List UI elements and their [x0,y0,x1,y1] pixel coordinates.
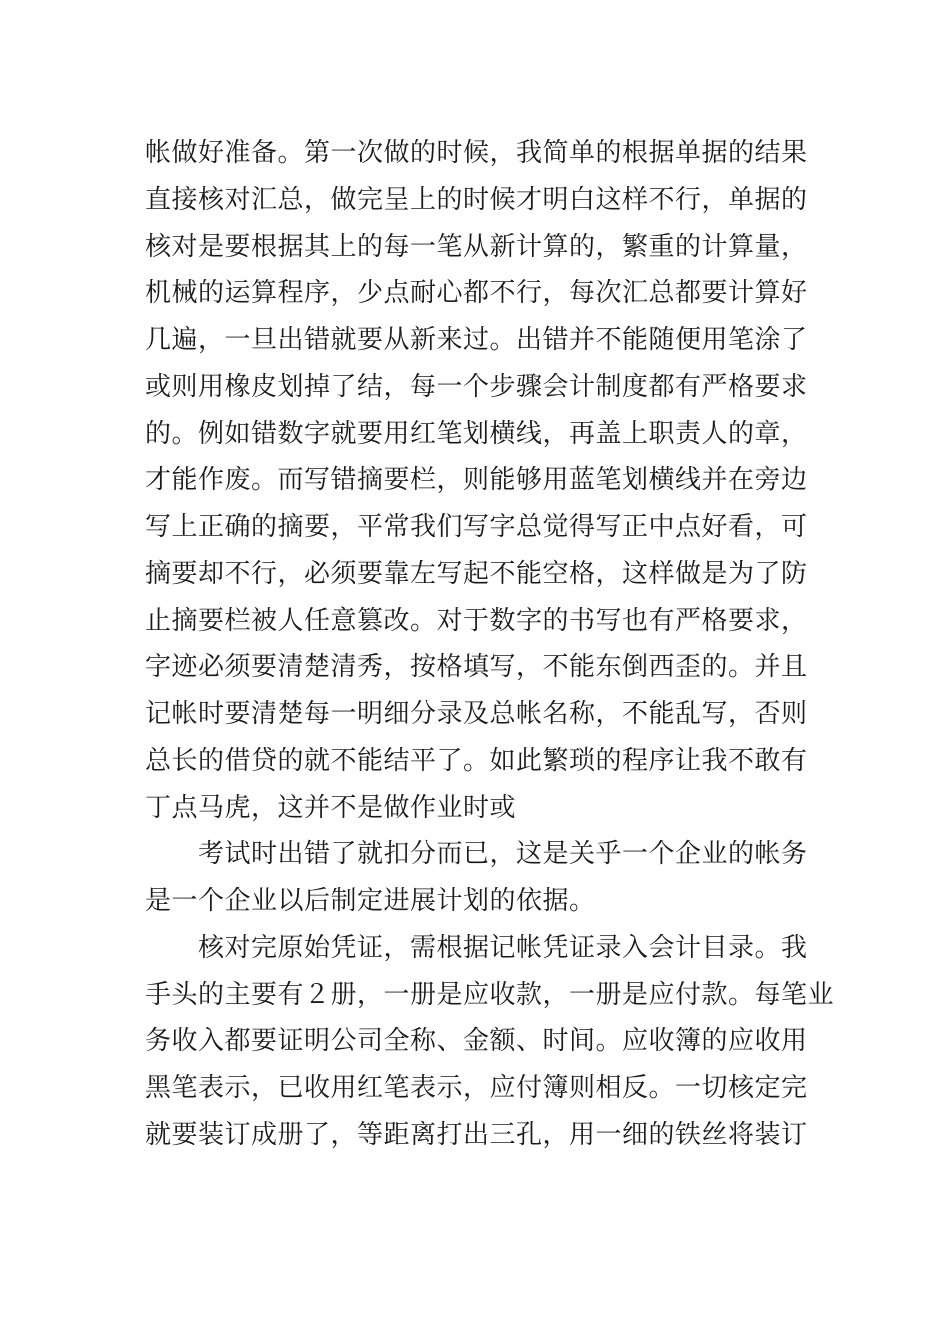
text-line: 字迹必须要清楚清秀，按格填写，不能东倒西歪的。并且 [145,652,808,683]
text-line: 丁点马虎，这并不是做作业时或 [145,792,517,823]
text-line: 几遍，一旦出错就要从新来过。出错并不能随便用笔涂了 [145,325,808,355]
text-line: 就要装订成册了，等距离打出三孔，用一细的铁丝将装订 [145,1119,808,1150]
text-line: 摘要却不行，必须要靠左写起不能空格，这样做是为了防 [145,558,808,589]
text-line: 黑笔表示，已收用红笔表示，应付簿则相反。一切核定完 [145,1073,808,1103]
text-line: 是一个企业以后制定进展计划的依据。 [145,886,596,916]
text-line: 才能作废。而写错摘要栏，则能够用蓝笔划横线并在旁边 [145,465,808,496]
text-line: 核对完原始凭证，需根据记帐凭证录入会计目录。我 [145,932,808,963]
text-line: 帐做好准备。第一次做的时候，我简单的根据单据的结果 [145,138,808,168]
text-line: 务收入都要证明公司全称、金额、时间。应收簿的应收用 [145,1026,808,1057]
text-line: 止摘要栏被人任意篡改。对于数字的书写也有严格要求， [145,605,808,636]
text-line: 直接核对汇总，做完呈上的时候才明白这样不行，单据的 [145,184,808,215]
body-text [145,131,835,1160]
text-line: 总长的借贷的就不能结平了。如此繁琐的程序让我不敢有 [145,745,808,776]
text-line: 手头的主要有２册，一册是应收款，一册是应付款。每笔业 [145,979,835,1010]
text-line: 写上正确的摘要，平常我们写字总觉得写正中点好看，可 [145,512,808,542]
text-line: 机械的运算程序，少点耐心都不行，每次汇总都要计算好 [145,278,808,309]
text-line: 考试时出错了就扣分而已，这是关乎一个企业的帐务 [145,839,808,870]
text-line: 记帐时要清楚每一明细分录及总帐名称，不能乱写，否则 [145,699,808,729]
text-line: 或则用橡皮划掉了结，每一个步骤会计制度都有严格要求 [145,371,808,402]
text-line: 的。例如错数字就要用红笔划横线，再盖上职责人的章， [145,418,808,449]
text-line: 核对是要根据其上的每一笔从新计算的，繁重的计算量， [145,231,808,262]
